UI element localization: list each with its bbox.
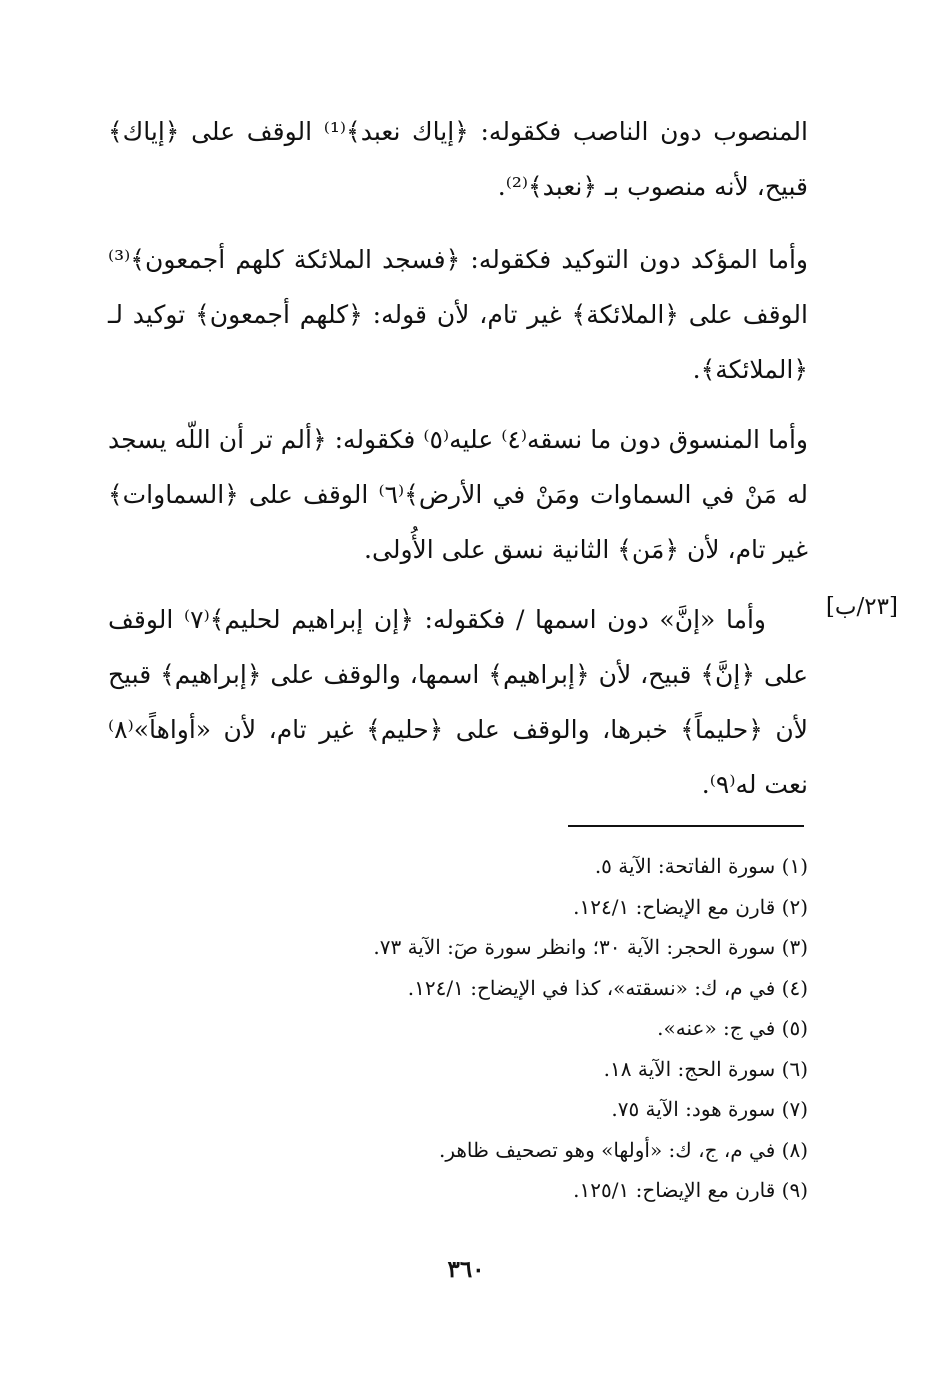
page-number: ٣٦٠	[447, 1256, 485, 1283]
paragraph-conjunction: وأما المنسوق دون ما نسقه⁽٤⁾ عليه⁽٥⁾ فكقوله: ﴿ألم تر أن اللّه يسجد له مَنْ في السماوات ومَنْ في الأرض﴾⁽٦⁾ الوقف على ﴿السماوات﴾ غير تام، لأن ﴿مَن﴾ الثانية نسق على الأُولى.	[108, 425, 808, 564]
footnote-item: (٢) قارن مع الإيضاح: ١٢٤/١.	[573, 894, 808, 919]
footnote-item: (٦) سورة الحج: الآية ١٨.	[603, 1056, 808, 1081]
footnote-item: (٨) في م، ج، ك: «أولها» وهو تصحيف ظاهر.	[438, 1137, 808, 1162]
footnote-item: (١) سورة الفاتحة: الآية ٥.	[594, 854, 808, 878]
footnote-item: (٤) في م، ك: «نسقته»، كذا في الإيضاح: ١٢٤/١.	[407, 975, 808, 1000]
footnote-item: (٥) في ج: «عنه».	[657, 1016, 808, 1040]
manuscript-folio-note: [٢٣/ب]	[825, 594, 898, 620]
footnote-separator	[568, 825, 804, 827]
footnotes-list	[260, 846, 808, 1211]
paragraph-accusative: المنصوب دون الناصب فكقوله: ﴿إياك نعبد﴾⁽¹⁾ الوقف على ﴿إياك﴾ قبيح، لأنه منصوب بـ ﴿نعبد﴾⁽²⁾.	[108, 117, 808, 201]
footnote-item: (٧) سورة هود: الآية ٧٥.	[611, 1097, 808, 1121]
paragraph-emphasis: وأما المؤكد دون التوكيد فكقوله: ﴿فسجد الملائكة كلهم أجمعون﴾⁽³⁾ الوقف على ﴿الملائكة﴾ غير تام، لأن قوله: ﴿كلهم أجمعون﴾ توكيد لـ ﴿الملائكة﴾.	[108, 245, 808, 384]
footnote-item: (٩) قارن مع الإيضاح: ١٢٥/١.	[573, 1178, 808, 1202]
paragraph-inna: وأما «إنَّ» دون اسمها / فكقوله: ﴿إن إبراهيم لحليم﴾⁽٧⁾ الوقف على ﴿إنَّ﴾ قبيح، لأن ﴿إبراهيم﴾ اسمها، والوقف على ﴿إبراهيم﴾ قبيح لأن ﴿حليماً﴾ خبرها، والوقف على ﴿حليم﴾ غير تام، لأن «أواهاً»⁽٨⁾ نعت له⁽٩⁾.	[108, 605, 808, 799]
footnote-item: (٣) سورة الحجر: الآية ٣٠؛ وانظر سورة صٓ: الآية ٧٣.	[373, 935, 808, 959]
